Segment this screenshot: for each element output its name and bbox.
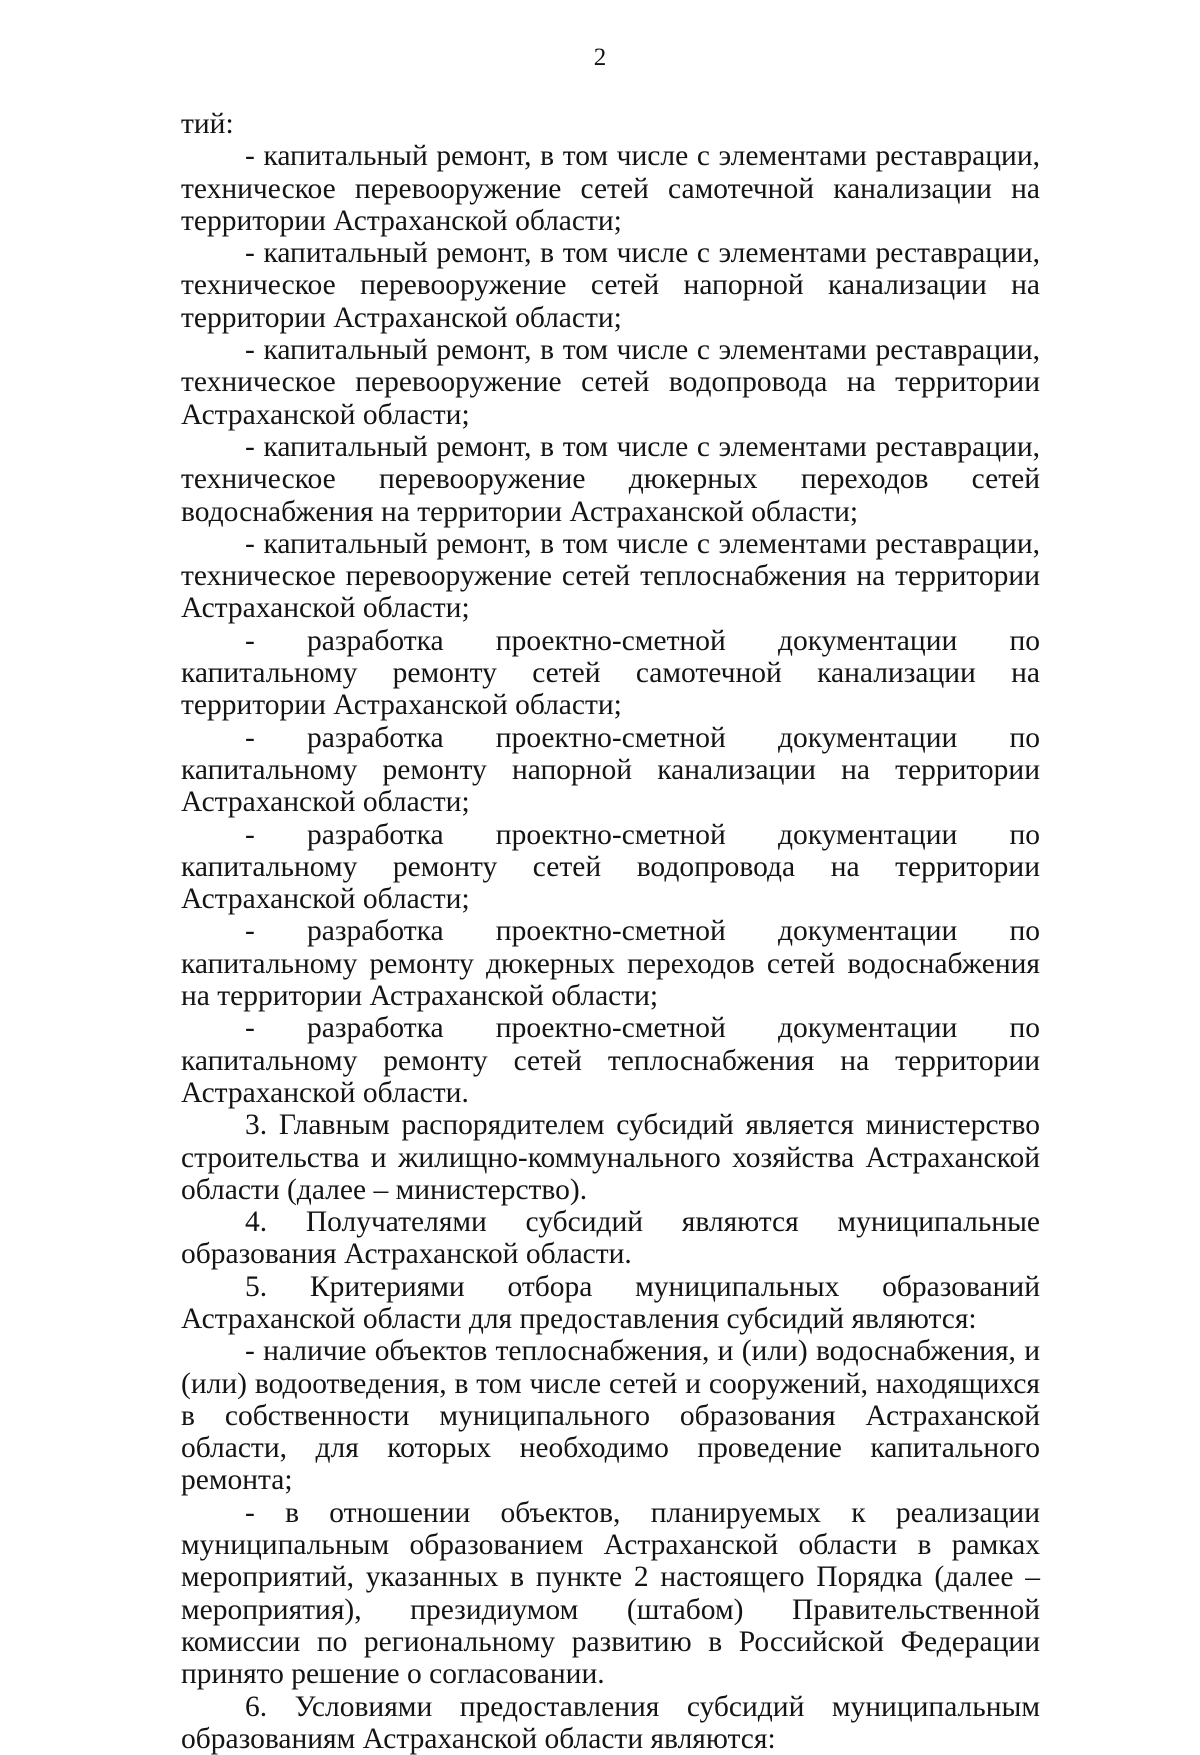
list-item-design-gravity-sewer: - разработка проектно-сметной документации по капитальному ремонту сетей самотечной канализации на территории Астраханской области; <box>181 624 1040 722</box>
list-item-repair-heat-supply: - капитальный ремонт, в том числе с элементами реставрации, техническое перевооружение сетей теплоснабжения на территории Астраханской области; <box>181 527 1040 625</box>
list-item-design-heat-supply: - разработка проектно-сметной документации по капитальному ремонту сетей теплоснабжения на территории Астраханской области. <box>181 1012 1040 1109</box>
paragraph-continuation: тий: <box>181 108 234 140</box>
document-body <box>181 108 1040 1755</box>
clause-3-main-administrator: 3. Главным распорядителем субсидий является министерство строительства и жилищно-коммунального хозяйства Астраханской области (далее – министерство). <box>181 1109 1040 1206</box>
clause-5-selection-criteria: 5. Критериями отбора муниципальных образований Астраханской области для предоставления субсидий являются: <box>181 1270 1040 1335</box>
page-number: 2 <box>593 44 607 71</box>
list-item-design-water-supply: - разработка проектно-сметной документации по капитальному ремонту сетей водопровода на территории Астраханской области; <box>181 818 1040 916</box>
clause-4-recipients: 4. Получателями субсидий являются муниципальные образования Астраханской области. <box>181 1206 1040 1271</box>
list-item-repair-pressure-sewer: - капитальный ремонт, в том числе с элементами реставрации, техническое перевооружение сетей напорной канализации на территории Астраханской области; <box>181 237 1040 334</box>
list-item-repair-gravity-sewer: - капитальный ремонт, в том числе с элементами реставрации, техническое перевооружение сетей самотечной канализации на территории Астраханской области; <box>181 140 1040 237</box>
list-item-design-culvert-crossings: - разработка проектно-сметной документации по капитальному ремонту дюкерных переходов сетей водоснабжения на территории Астраханской области; <box>181 915 1040 1013</box>
criterion-objects-ownership: - наличие объектов теплоснабжения, и (или) водоснабжения, и (или) водоотведения, в том числе сетей и сооружений, находящихся в собственности муниципального образования Астраханской области, для которых необходимо проведение капитального ремонта; <box>181 1335 1040 1497</box>
list-item-design-pressure-sewer: - разработка проектно-сметной документации по капитальному ремонту напорной канализации на территории Астраханской области; <box>181 721 1040 819</box>
clause-6-conditions: 6. Условиями предоставления субсидий муниципальным образованиям Астраханской области являются: <box>181 1690 1040 1755</box>
list-item-repair-water-supply: - капитальный ремонт, в том числе с элементами реставрации, техническое перевооружение сетей водопровода на территории Астраханской области; <box>181 334 1040 431</box>
list-item-repair-culvert-crossings: - капитальный ремонт, в том числе с элементами реставрации, техническое перевооружение дюкерных переходов сетей водоснабжения на территории Астраханской области; <box>181 430 1040 528</box>
criterion-commission-approval: - в отношении объектов, планируемых к реализации муниципальным образованием Астраханской области в рамках мероприятий, указанных в пункте 2 настоящего Порядка (далее – мероприятия), президиумом (штабом) Правительственной комиссии по региональному развитию в Российской Федерации принято решение о согласовании. <box>181 1496 1040 1691</box>
